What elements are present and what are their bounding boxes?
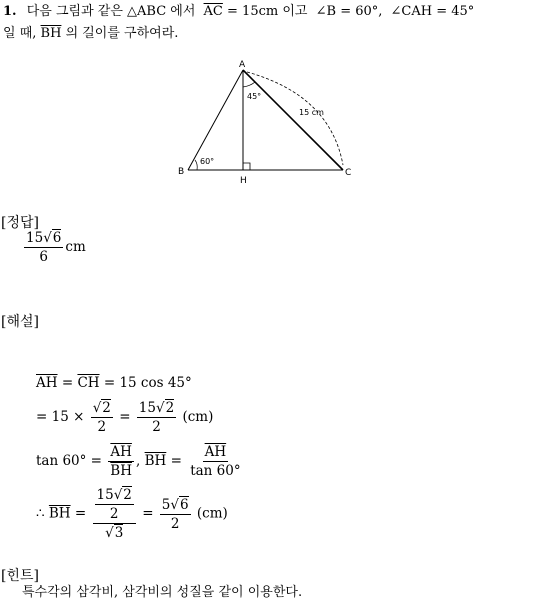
triangle-figure bbox=[170, 55, 360, 185]
side-ac bbox=[243, 70, 343, 170]
segment-bh: $\overline{BH}$ bbox=[40, 26, 62, 41]
angle-cah-condition: ∠CAH = 45° bbox=[390, 4, 475, 19]
answer-fraction: $\frac{15√6}{6}$ bbox=[26, 230, 62, 265]
vertex-a-label: A bbox=[239, 60, 246, 70]
hint-header: [힌트] bbox=[1, 568, 39, 584]
explanation-line-2: = 15 × $\frac{√2}{2}$ = $\frac{15√2}{2}$ (cm) bbox=[36, 400, 214, 435]
problem-number: 1. bbox=[3, 4, 17, 19]
angle-a-label: 45° bbox=[247, 92, 262, 101]
answer-header: [정답] bbox=[1, 215, 39, 231]
explanation-header: [해설] bbox=[1, 314, 39, 330]
problem-intro: 다음 그림과 같은 △ABC 에서 bbox=[26, 4, 196, 19]
vertex-h-label: H bbox=[240, 176, 247, 185]
side-ab bbox=[188, 70, 243, 170]
vertex-c-label: C bbox=[345, 168, 352, 178]
answer-value bbox=[22, 230, 86, 265]
right-angle-mark bbox=[243, 163, 250, 170]
problem-line2-prefix: 일 때, bbox=[3, 26, 37, 41]
explanation-line-3: tan 60° = $\frac{\overline{AH}}{BH}$ , $\overline{BH}$ = $\frac{\overline{AH}}{\tan 60^\circ}$ bbox=[36, 444, 241, 479]
explanation-line-1: $\overline{AH} = \overline{CH} = 15$ cos 45° bbox=[36, 375, 192, 391]
problem-line-2 bbox=[3, 25, 178, 43]
problem-line-1 bbox=[3, 3, 474, 21]
segment-ac: $\overline{AC}$ bbox=[203, 4, 223, 19]
angle-a-arc bbox=[243, 82, 255, 87]
angle-b-condition: ∠B = 60°, bbox=[315, 4, 383, 19]
ac-length-arc bbox=[247, 72, 343, 165]
side-ac-label: 15 cm bbox=[299, 108, 324, 117]
explanation-line-4: ∴ $\overline{BH}$ = $\frac{\frac{15√2}{2}}{√3}$ = $\frac{5√6}{2}$ (cm) bbox=[36, 487, 228, 541]
answer-unit: cm bbox=[65, 239, 86, 255]
hint-text: 특수각의 삼각비, 삼각비의 성질을 같이 이용한다. bbox=[22, 585, 303, 600]
problem-line2-suffix: 의 길이를 구하여라. bbox=[65, 26, 179, 41]
angle-b-label: 60° bbox=[200, 157, 215, 166]
angle-b-arc bbox=[195, 160, 197, 170]
vertex-b-label: B bbox=[178, 167, 185, 177]
ac-value: = 15cm 이고 bbox=[227, 4, 308, 19]
